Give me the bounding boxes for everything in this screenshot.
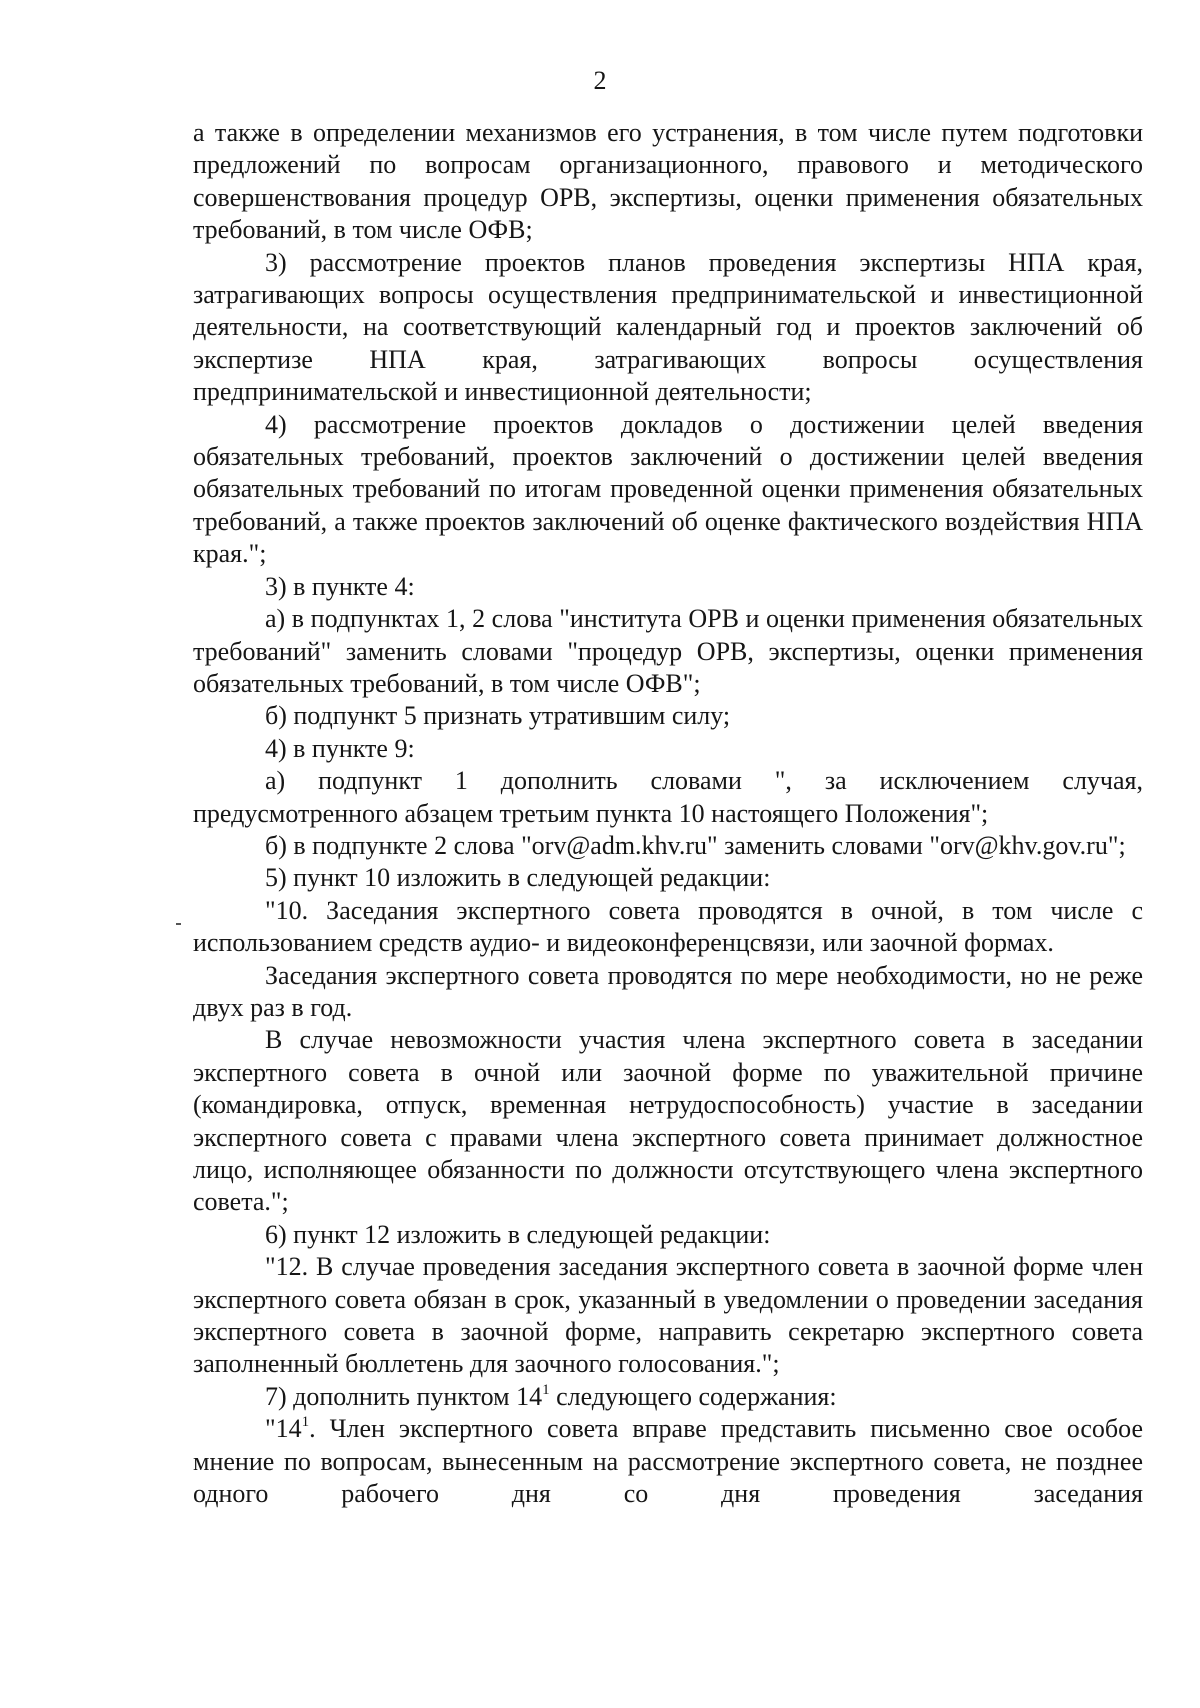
- paragraph-clause-4-heading: 3) в пункте 4:: [265, 571, 415, 601]
- clause-14-1-heading-end: следующего содержания:: [549, 1381, 837, 1411]
- margin-mark: [176, 923, 181, 925]
- paragraph-item-4-reports: 4) рассмотрение проектов докладов о достижении целей введения обязательных требований, проектов заключений о достижении целей введения обязательных требований по итогам проведенной оценки применения обязательных требований, а также проектов заключений об оценке фактического воздействия НПА края.";: [193, 409, 1143, 569]
- paragraph-clause-4-a: а) в подпунктах 1, 2 слова "института ОРВ и оценки применения обязательных требований" заменить словами "процедур ОРВ, экспертизы, оценки применения обязательных требований, в том числе ОФВ";: [193, 604, 1143, 698]
- paragraph-clause-12-text: "12. В случае проведения заседания экспертного совета в заочной форме член экспертного совета обязан в срок, указанный в уведомлении о проведении заседания экспертного совета в заочной форме, направить секретарю экспертного совета заполненный бюллетень для заочного голосования.";: [193, 1252, 1143, 1379]
- paragraph-clause-10-substitute: В случае невозможности участия члена экспертного совета в заседании экспертного совета в очной или заочной форме по уважительной причине (командировка, отпуск, временная нетрудоспособность) участие в заседании экспертного совета с правами члена экспертного совета принимает должностное лицо, исполняющее обязанности по должности отсутствующего члена экспертного совета.";: [193, 1025, 1143, 1217]
- paragraph-clause-10-heading: 5) пункт 10 изложить в следующей редакции:: [265, 863, 771, 893]
- clause-14-1-heading-start: 7) дополнить пунктом 14: [265, 1381, 543, 1411]
- document-body: [193, 117, 1143, 1510]
- clause-14-1-text-start: "14: [265, 1414, 302, 1444]
- paragraph-clause-9-a: а) подпункт 1 дополнить словами ", за исключением случая, предусмотренного абзацем третьим пункта 10 настоящего Положения";: [193, 766, 1143, 828]
- page-number: 2: [593, 66, 607, 95]
- superscript-index: 1: [301, 1414, 310, 1431]
- paragraph-clause-10-frequency: Заседания экспертного совета проводятся по мере необходимости, но не реже двух раз в год.: [193, 960, 1143, 1022]
- paragraph-clause-10-text: "10. Заседания экспертного совета проводятся в очной, в том числе с использованием средств аудио- и видеоконференцсвязи, или заочной формах.: [193, 895, 1143, 958]
- paragraph-clause-9-heading: 4) в пункте 9:: [265, 733, 415, 763]
- paragraph-clause-4-b: б) подпункт 5 признать утратившим силу;: [265, 701, 731, 731]
- paragraph-clause-9-b: б) в подпункте 2 слова "orv@adm.khv.ru" заменить словами "orv@khv.gov.ru";: [265, 830, 1126, 860]
- paragraph-item-3-plans: 3) рассмотрение проектов планов проведения экспертизы НПА края, затрагивающих вопросы осуществления предпринимательской и инвестиционной деятельности, на соответствующий календарный год и проектов заключений об экспертизе НПА края, затрагивающих вопросы осуществления предпринимательской и инвестиционной деятельности;: [193, 247, 1143, 407]
- clause-14-1-text-body: . Член экспертного совета вправе представить письменно свое особое мнение по вопросам, вынесенным на рассмотрение экспертного совета, не позднее одного рабочего дня со дня проведения заседания: [193, 1414, 1143, 1509]
- paragraph-continuation: а также в определении механизмов его устранения, в том числе путем подготовки предложений по вопросам организационного, правового и методического совершенствования процедур ОРВ, экспертизы, оценки применения обязательных требований, в том числе ОФВ;: [193, 118, 1143, 245]
- paragraph-clause-14-1-text: [193, 1413, 1143, 1510]
- superscript-index: 1: [542, 1381, 550, 1398]
- paragraph-clause-12-heading: 6) пункт 12 изложить в следующей редакции:: [265, 1219, 771, 1249]
- paragraph-clause-14-1-heading: [193, 1381, 1143, 1413]
